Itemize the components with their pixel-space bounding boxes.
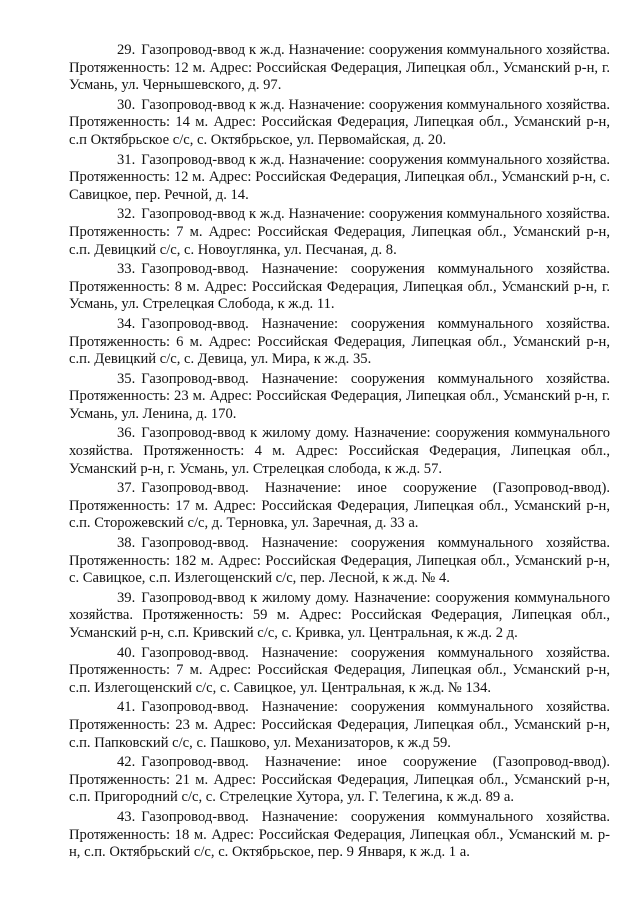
item-text: Газопровод-ввод. Назначение: сооружения коммунального хозяйства. Протяженность: 8 м. Адрес: Российская Федерация, Липецкая обл., Усманский р-н, г. Усмань, ул. Стрелецкая Слобода, к ж.д. 11. bbox=[69, 261, 610, 313]
item-number: 34. bbox=[117, 315, 136, 332]
list-item bbox=[69, 261, 610, 314]
item-number: 32. bbox=[117, 206, 136, 223]
item-text: Газопровод-ввод к ж.д. Назначение: сооружения коммунального хозяйства. Протяженность: 7 м. Адрес: Российская Федерация, Липецкая обл., Усманский р-н, с.п. Девицкий с/с, с. Новоуглянка, ул. Песчаная, д. 8. bbox=[69, 206, 610, 258]
list-item bbox=[69, 645, 610, 698]
list-item bbox=[69, 699, 610, 752]
item-text: Газопровод-ввод. Назначение: иное сооружение (Газопровод-ввод). Протяженность: 21 м. Адрес: Российская Федерация, Липецкая обл., Усманский р-н, с.п. Пригородний с/с, с. Стрелецкие Хутора, ул. Г. Телегина, к ж.д. 89 а. bbox=[69, 754, 610, 806]
item-number: 38. bbox=[117, 535, 136, 552]
item-text: Газопровод-ввод к жилому дому. Назначение: сооружения коммунального хозяйства. Протяженность: 4 м. Адрес: Российская Федерация, Липецкая обл., Усманский р-н, г. Усмань, ул. Стрелецкая слобода, к ж.д. 57. bbox=[69, 425, 610, 477]
item-text: Газопровод-ввод. Назначение: сооружения коммунального хозяйства. Протяженность: 23 м. Адрес: Российская Федерация, Липецкая обл., Усманский р-н, г. Усмань, ул. Ленина, д. 170. bbox=[69, 370, 610, 422]
item-text: Газопровод-ввод. Назначение: сооружения коммунального хозяйства. Протяженность: 182 м. Адрес: Российская Федерация, Липецкая обл., Усманский р-н, с. Савицкое, с.п. Излегощенский с/с, пер. Лесной, к ж.д. № 4. bbox=[69, 535, 610, 587]
list-item bbox=[69, 809, 610, 862]
list-item bbox=[69, 316, 610, 369]
item-number: 35. bbox=[117, 370, 136, 387]
document-page bbox=[69, 42, 610, 864]
item-number: 36. bbox=[117, 425, 136, 442]
item-number: 41. bbox=[117, 699, 136, 716]
item-text: Газопровод-ввод. Назначение: сооружения коммунального хозяйства. Протяженность: 23 м. Адрес: Российская Федерация, Липецкая обл., Усманский р-н, с.п. Папковский с/с, с. Пашково, ул. Механизаторов, к ж.д 59. bbox=[69, 699, 610, 751]
list-item bbox=[69, 42, 610, 95]
item-number: 30. bbox=[117, 96, 136, 113]
list-item bbox=[69, 754, 610, 807]
list-item bbox=[69, 425, 610, 478]
item-number: 40. bbox=[117, 644, 136, 661]
item-number: 29. bbox=[117, 42, 136, 58]
item-number: 43. bbox=[117, 808, 136, 825]
list-item bbox=[69, 480, 610, 533]
item-number: 33. bbox=[117, 261, 136, 278]
item-text: Газопровод-ввод. Назначение: иное сооружение (Газопровод-ввод). Протяженность: 17 м. Адрес: Российская Федерация, Липецкая обл., Усманский р-н, с.п. Сторожевский с/с, д. Терновка, ул. Заречная, д. 33 а. bbox=[69, 480, 610, 532]
item-text: Газопровод-ввод. Назначение: сооружения коммунального хозяйства. Протяженность: 7 м. Адрес: Российская Федерация, Липецкая обл., Усманский р-н, с.п. Излегощенский с/с, с. Савицкое, ул. Центральная, к ж.д. № 134. bbox=[69, 644, 610, 696]
item-text: Газопровод-ввод к ж.д. Назначение: сооружения коммунального хозяйства. Протяженность: 14 м. Адрес: Российская Федерация, Липецкая обл., Усманский р-н, с.п Октябрьское с/с, с. Октябрьское, ул. Первомайская, д. 20. bbox=[69, 96, 610, 148]
item-number: 37. bbox=[117, 480, 136, 497]
list-item bbox=[69, 590, 610, 643]
item-text: Газопровод-ввод. Назначение: сооружения коммунального хозяйства. Протяженность: 18 м. Адрес: Российская Федерация, Липецкая обл., Усманский м. р-н, с.п. Октябрьский с/с, с. Октябрьское, пер. 9 Января, к ж.д. 1 а. bbox=[69, 808, 610, 861]
list-item bbox=[69, 152, 610, 205]
item-text: Газопровод-ввод к ж.д. Назначение: сооружения коммунального хозяйства. Протяженность: 12 м. Адрес: Российская Федерация, Липецкая обл., Усманский р-н, г. Усмань, ул. Чернышевского, д. 97. bbox=[69, 42, 610, 94]
item-text: Газопровод-ввод к ж.д. Назначение: сооружения коммунального хозяйства. Протяженность: 12 м. Адрес: Российская Федерация, Липецкая обл., Усманский р-н, с. Савицкое, пер. Речной, д. 14. bbox=[69, 151, 610, 203]
item-number: 39. bbox=[117, 589, 136, 606]
item-number: 42. bbox=[117, 754, 136, 771]
item-text: Газопровод-ввод к жилому дому. Назначение: сооружения коммунального хозяйства. Протяженность: 59 м. Адрес: Российская Федерация, Липецкая обл., Усманский р-н, с.п. Кривский с/с, с. Кривка, ул. Центральная, к ж.д. 2 д. bbox=[69, 589, 610, 641]
list-item bbox=[69, 206, 610, 259]
list-item bbox=[69, 371, 610, 424]
item-number: 31. bbox=[117, 151, 136, 168]
item-text: Газопровод-ввод. Назначение: сооружения коммунального хозяйства. Протяженность: 6 м. Адрес: Российская Федерация, Липецкая обл., Усманский р-н, с.п. Девицкий с/с, с. Девица, ул. Мира, к ж.д. 35. bbox=[69, 315, 610, 368]
list-item bbox=[69, 97, 610, 150]
list-item bbox=[69, 535, 610, 588]
